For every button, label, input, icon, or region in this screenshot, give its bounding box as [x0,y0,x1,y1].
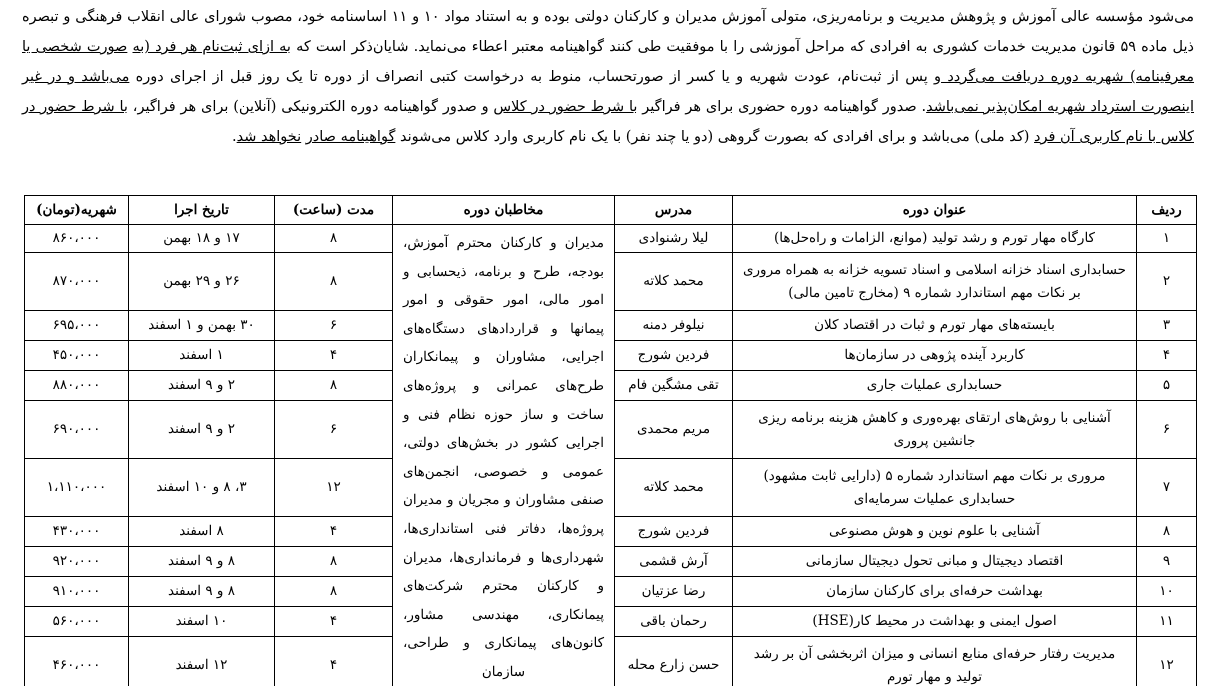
teacher-cell: فردین شورج [615,517,733,547]
course-title-cell: کارگاه مهار تورم و رشد تولید (موانع، الزامات و راه‌حل‌ها) [733,225,1137,253]
duration-cell: ۴ [275,607,393,637]
underlined-text: به ازای ثبت‌نام هر فرد (به [132,39,291,55]
row-number-cell: ۱۰ [1137,577,1197,607]
duration-cell: ۸ [275,547,393,577]
row-number-cell: ۱۱ [1137,607,1197,637]
header-audience: مخاطبان دوره [393,196,615,225]
course-title-cell: بهداشت حرفه‌ای برای کارکنان سازمان [733,577,1137,607]
intro-text: . صدور گواهینامه دوره حضوری برای هر فراگیر [637,99,927,115]
duration-cell: ۸ [275,371,393,401]
fee-cell: ۴۵۰،۰۰۰ [25,341,129,371]
teacher-cell: مریم محمدی [615,401,733,459]
fee-cell: ۸۶۰،۰۰۰ [25,225,129,253]
header-teacher: مدرس [615,196,733,225]
date-cell: ۱۲ اسفند [129,637,275,686]
course-title-cell: آشنایی با علوم نوین و هوش مصنوعی [733,517,1137,547]
duration-cell: ۶ [275,311,393,341]
teacher-cell: رحمان باقی [615,607,733,637]
fee-cell: ۴۳۰،۰۰۰ [25,517,129,547]
intro-text: و صدور گواهینامه دوره الکترونیکی (آنلاین) برای [201,99,494,115]
intro-text: (کد ملی) می‌باشد و برای افرادی که بصورت گروهی (دو یا چند نفر) با یک نام کاربری وارد کلاس می‌شوند [395,129,1035,145]
intro-text: و پس از ثبت‌نام، عودت شهریه و یا کسر از صورتحساب، منوط به درخواست کتبی انصراف از دوره تا یک روز قبل از اجرای دوره [135,69,942,85]
date-cell: ۳۰ بهمن و ۱ اسفند [129,311,275,341]
duration-cell: ۴ [275,341,393,371]
date-cell: ۳، ۸ و ۱۰ اسفند [129,459,275,517]
row-number-cell: ۱ [1137,225,1197,253]
teacher-cell: لیلا رشنوادی [615,225,733,253]
duration-cell: ۶ [275,401,393,459]
teacher-cell: محمد کلاته [615,253,733,311]
header-row-number: ردیف [1137,196,1197,225]
intro-paragraph [22,0,1194,152]
fee-cell: ۸۸۰،۰۰۰ [25,371,129,401]
fee-cell: ۵۶۰،۰۰۰ [25,607,129,637]
date-cell: ۲ و ۹ اسفند [129,371,275,401]
date-cell: ۱ اسفند [129,341,275,371]
intro-text: و تبصره ذیل ماده ۵۹ قانون مدیریت خدمات کشوری به افرادی که مراحل آموزشی را با موفقیت طی کنند گواهینامه معتبر اعطاء می‌نماید. شایان‌ذکر است که [22,9,1195,55]
course-title-cell: آشنایی با روش‌های ارتقای بهره‌وری و کاهش هزینه برنامه ریزی جانشین پروری [733,401,1137,459]
teacher-cell: تقی مشگین فام [615,371,733,401]
audience-cell: مدیران و کارکنان محترم آموزش، بودجه، طرح و برنامه، ذیحسابی و امور مالی، امور حقوقی و امور پیمانها و قراردادهای دستگاه‌های اجرایی، مشاوران و پیمانکاران طرح‌های عمرانی و پروژه‌های ساخت و ساز حوزه نظام فنی و اجرایی کشور در بخش‌های دولتی، عمومی و خصوصی، انجمن‌های صنفی مشاوران و مجریان و مدیران پروژه‌ها، دفاتر فنی استانداری‌ها، شهرداری‌ها و فرمانداری‌ها، مدیران و کارکنان محترم شرکت‌های پیمانکاری، مهندسی مشاور، کانون‌های پیمانکاری و طراحی، سازمان [393,225,615,686]
row-number-cell: ۴ [1137,341,1197,371]
teacher-cell: رضا عزتیان [615,577,733,607]
fee-cell: ۸۷۰،۰۰۰ [25,253,129,311]
fee-cell: ۹۱۰،۰۰۰ [25,577,129,607]
row-number-cell: ۱۲ [1137,637,1197,686]
row-number-cell: ۳ [1137,311,1197,341]
fee-cell: ۶۹۵،۰۰۰ [25,311,129,341]
underlined-text: نخواهد شد [236,129,302,145]
intro-text: می‌شود مؤسسه عالی آموزش و پژوهش مدیریت و برنامه‌ریزی، متولی آموزش مدیران و کارکنان دولتی بوده و به استناد مواد ۱۰ و ۱۱ اساسنامه خود، مصوب شورای عالی انقلاب فرهنگی [75,9,1195,25]
header-course-title: عنوان دوره [733,196,1137,225]
underlined-text: شهریه دوره دریافت می‌گردد [941,69,1130,85]
course-title-cell: اقتصاد دیجیتال و مبانی تحول دیجیتال سازمانی [733,547,1137,577]
intro-text: . [232,129,237,145]
row-number-cell: ۲ [1137,253,1197,311]
table-header-row [25,196,1197,225]
date-cell: ۸ و ۹ اسفند [129,577,275,607]
fee-cell: ۹۲۰،۰۰۰ [25,547,129,577]
teacher-cell: فردین شورج [615,341,733,371]
date-cell: ۱۰ اسفند [129,607,275,637]
table-row [25,225,1197,253]
row-number-cell: ۶ [1137,401,1197,459]
header-fee: شهریه(تومان) [25,196,129,225]
fee-cell: ۱،۱۱۰،۰۰۰ [25,459,129,517]
course-title-cell: مروری بر نکات مهم استاندارد شماره ۵ (دارایی ثابت مشهود) حسابداری عملیات سرمایه‌ای [733,459,1137,517]
row-number-cell: ۹ [1137,547,1197,577]
underlined-text: می‌باشد و در غیر اینصورت استرداد شهریه امکان‌پذیر نمی‌باشد [22,69,1194,115]
teacher-cell: محمد کلاته [615,459,733,517]
row-number-cell: ۷ [1137,459,1197,517]
course-table [24,195,1197,686]
underlined-text: گواهینامه صادر [305,129,396,145]
course-title-cell: مدیریت رفتار حرفه‌ای منابع انسانی و میزان اثربخشی آن بر رشد تولید و مهار تورم [733,637,1137,686]
course-title-cell: کاربرد آینده پژوهی در سازمان‌ها [733,341,1137,371]
teacher-cell: حسن زارع محله [615,637,733,686]
fee-cell: ۴۶۰،۰۰۰ [25,637,129,686]
date-cell: ۲۶ و ۲۹ بهمن [129,253,275,311]
duration-cell: ۸ [275,225,393,253]
date-cell: ۸ اسفند [129,517,275,547]
date-cell: ۲ و ۹ اسفند [129,401,275,459]
header-date: تاریخ اجرا [129,196,275,225]
course-title-cell: حسابداری اسناد خزانه اسلامی و اسناد تسویه خزانه به همراه مروری بر نکات مهم استاندارد شماره ۹ (مخارج تامین مالی) [733,253,1137,311]
fee-cell: ۶۹۰،۰۰۰ [25,401,129,459]
row-number-cell: ۸ [1137,517,1197,547]
date-cell: ۸ و ۹ اسفند [129,547,275,577]
underlined-text: صورت شخصی یا معرفینامه) [22,39,1195,85]
course-title-cell: حسابداری عملیات جاری [733,371,1137,401]
header-duration: مدت (ساعت) [275,196,393,225]
teacher-cell: آرش قشمی [615,547,733,577]
duration-cell: ۸ [275,253,393,311]
duration-cell: ۴ [275,637,393,686]
underlined-text: با شرط حضور در کلاس با نام کاربری آن فرد [22,99,1194,145]
intro-text: هر فراگیر، [127,99,197,115]
course-title-cell: بایسته‌های مهار تورم و ثبات در اقتصاد کلان [733,311,1137,341]
duration-cell: ۱۲ [275,459,393,517]
underlined-text: با شرط حضور در کلاس [493,99,638,115]
date-cell: ۱۷ و ۱۸ بهمن [129,225,275,253]
duration-cell: ۴ [275,517,393,547]
row-number-cell: ۵ [1137,371,1197,401]
duration-cell: ۸ [275,577,393,607]
course-title-cell: اصول ایمنی و بهداشت در محیط کار(HSE) [733,607,1137,637]
teacher-cell: نیلوفر دمنه [615,311,733,341]
